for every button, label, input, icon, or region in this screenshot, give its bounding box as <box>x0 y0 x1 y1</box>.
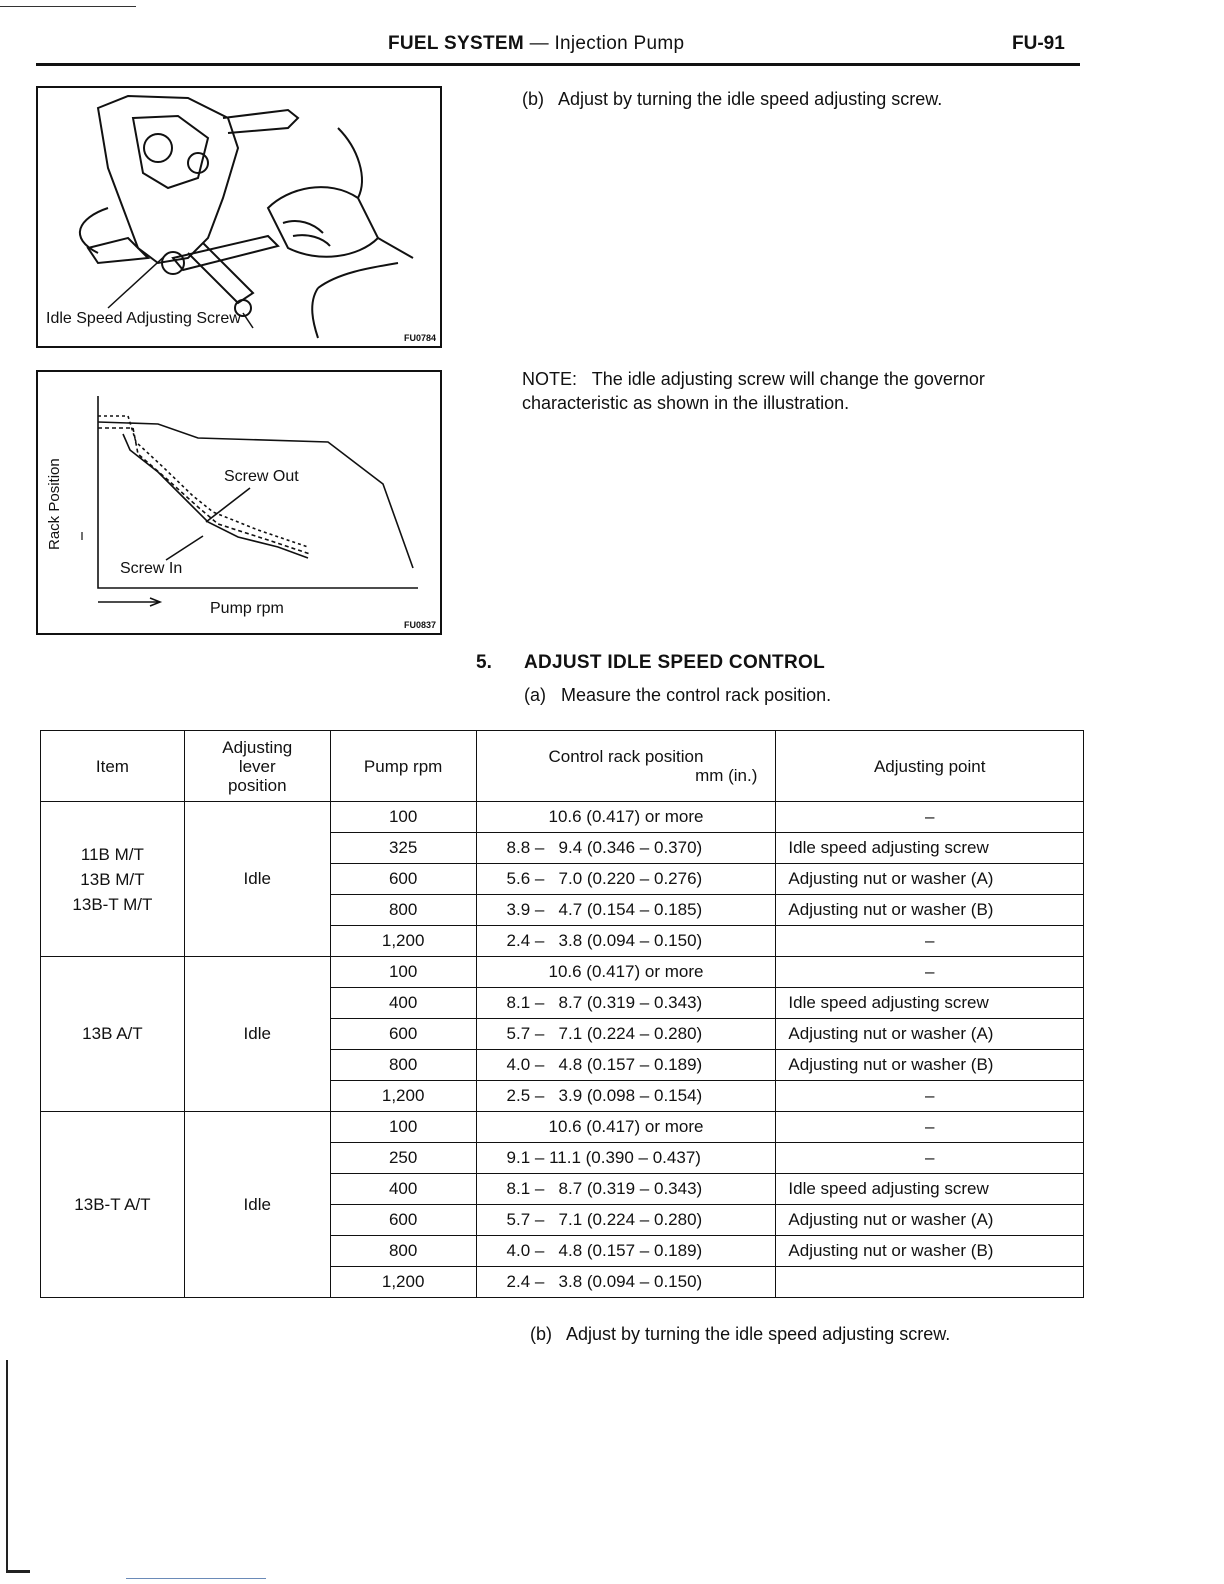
header-lever <box>184 731 330 802</box>
point-cell: Adjusting nut or washer (A) <box>776 864 1084 895</box>
rack-cell: 10.6 (0.417) or more <box>476 1112 776 1143</box>
scan-edge-mark <box>0 6 136 7</box>
header-rack-text: Control rack position <box>548 747 704 766</box>
item-name: 11B M/T <box>80 844 144 864</box>
header-rack-unit: mm (in.) <box>695 766 758 785</box>
point-cell: – <box>776 957 1084 988</box>
rpm-cell: 1,200 <box>330 1081 476 1112</box>
table-header-row <box>41 731 1084 802</box>
rpm-cell: 1,200 <box>330 1267 476 1298</box>
subsection-name: Injection Pump <box>554 33 685 54</box>
rack-cell: 5.6 – 7.0 (0.220 – 0.276) <box>476 864 776 895</box>
figure2-code: FU0837 <box>403 620 436 630</box>
point-cell: – <box>776 1112 1084 1143</box>
pump-wrench-drawing <box>38 88 440 346</box>
step-b-top-text: Adjust by turning the idle speed adjusting screw. <box>558 89 943 109</box>
y-axis-label: Rack Position <box>46 458 63 550</box>
step-b-top-label: (b) <box>522 89 544 109</box>
table-row <box>41 1112 1084 1143</box>
header-dash: — <box>529 33 549 54</box>
point-cell: Adjusting nut or washer (B) <box>776 895 1084 926</box>
step-a-label: (a) <box>524 685 546 705</box>
figure-governor-characteristic <box>36 370 442 635</box>
x-axis-label: Pump rpm <box>210 600 284 617</box>
rack-cell: 5.7 – 7.1 (0.224 – 0.280) <box>476 1205 776 1236</box>
rack-cell: 2.4 – 3.8 (0.094 – 0.150) <box>476 926 776 957</box>
point-cell <box>776 1267 1084 1298</box>
step-b-top <box>522 87 942 111</box>
rpm-cell: 800 <box>330 1050 476 1081</box>
screw-in-label: Screw In <box>120 560 183 577</box>
rpm-cell: 400 <box>330 988 476 1019</box>
item-name: 13B-T M/T <box>72 894 153 914</box>
rack-cell: 4.0 – 4.8 (0.157 – 0.189) <box>476 1236 776 1267</box>
point-cell: Adjusting nut or washer (A) <box>776 1019 1084 1050</box>
binding-corner-mark <box>6 1570 30 1573</box>
page-number: FU-91 <box>1012 33 1065 54</box>
note-label: NOTE: <box>522 369 578 389</box>
lever-cell: Idle <box>184 957 330 1112</box>
rack-cell: 8.8 – 9.4 (0.346 – 0.370) <box>476 833 776 864</box>
rpm-cell: 100 <box>330 1112 476 1143</box>
point-cell: Idle speed adjusting screw <box>776 833 1084 864</box>
rack-cell: 5.7 – 7.1 (0.224 – 0.280) <box>476 1019 776 1050</box>
point-cell: Adjusting nut or washer (B) <box>776 1050 1084 1081</box>
screw-out-label: Screw Out <box>224 468 299 485</box>
page-header-title <box>388 33 684 55</box>
governor-curve-graph <box>38 372 440 633</box>
rack-cell: 2.5 – 3.9 (0.098 – 0.154) <box>476 1081 776 1112</box>
step-a <box>524 683 831 707</box>
rpm-cell: 800 <box>330 1236 476 1267</box>
table-row <box>41 802 1084 833</box>
point-cell: – <box>776 926 1084 957</box>
lever-cell: Idle <box>184 802 330 957</box>
rpm-cell: 250 <box>330 1143 476 1174</box>
rpm-cell: 800 <box>330 895 476 926</box>
point-cell: Idle speed adjusting screw <box>776 988 1084 1019</box>
table-row <box>41 957 1084 988</box>
rpm-cell: 1,200 <box>330 926 476 957</box>
rack-cell: 8.1 – 8.7 (0.319 – 0.343) <box>476 988 776 1019</box>
rack-cell: 10.6 (0.417) or more <box>476 802 776 833</box>
point-cell: – <box>776 1143 1084 1174</box>
point-cell: Adjusting nut or washer (B) <box>776 1236 1084 1267</box>
header-rpm: Pump rpm <box>330 731 476 802</box>
rpm-cell: 600 <box>330 1205 476 1236</box>
rack-cell: 2.4 – 3.8 (0.094 – 0.150) <box>476 1267 776 1298</box>
header-point: Adjusting point <box>776 731 1084 802</box>
section-name: FUEL SYSTEM <box>388 33 524 54</box>
item-cell: 13B A/T <box>41 957 185 1112</box>
step-b-bottom-text: Adjust by turning the idle speed adjusting screw. <box>566 1324 951 1344</box>
header-lever-text: Adjusting lever position <box>222 737 293 795</box>
note-paragraph <box>522 367 1082 415</box>
item-name: 13B M/T <box>80 869 145 889</box>
rack-cell: 10.6 (0.417) or more <box>476 957 776 988</box>
binding-edge-mark <box>6 1360 8 1570</box>
rack-cell: 3.9 – 4.7 (0.154 – 0.185) <box>476 895 776 926</box>
scan-edge-line <box>126 1578 266 1579</box>
rpm-cell: 100 <box>330 802 476 833</box>
rack-cell: 8.1 – 8.7 (0.319 – 0.343) <box>476 1174 776 1205</box>
point-cell: Adjusting nut or washer (A) <box>776 1205 1084 1236</box>
step-b-bottom-label: (b) <box>530 1324 552 1344</box>
note-text: The idle adjusting screw will change the governor characteristic as shown in the illustration. <box>522 369 985 413</box>
figure1-code: FU0784 <box>403 333 436 343</box>
figure1-label: Idle Speed Adjusting Screw <box>46 310 241 327</box>
header-item: Item <box>41 731 185 802</box>
rpm-cell: 325 <box>330 833 476 864</box>
point-cell: Idle speed adjusting screw <box>776 1174 1084 1205</box>
rack-cell: 9.1 – 11.1 (0.390 – 0.437) <box>476 1143 776 1174</box>
lever-cell: Idle <box>184 1112 330 1298</box>
item-cell <box>41 802 185 957</box>
item-cell: 13B-T A/T <box>41 1112 185 1298</box>
point-cell: – <box>776 1081 1084 1112</box>
step-a-text: Measure the control rack position. <box>561 685 832 705</box>
control-rack-spec-table <box>40 730 1084 1298</box>
step-number: 5. <box>476 652 492 673</box>
rpm-cell: 400 <box>330 1174 476 1205</box>
rpm-cell: 600 <box>330 1019 476 1050</box>
rack-cell: 4.0 – 4.8 (0.157 – 0.189) <box>476 1050 776 1081</box>
point-cell: – <box>776 802 1084 833</box>
header-rack <box>476 731 776 802</box>
rpm-cell: 600 <box>330 864 476 895</box>
header-rule <box>36 63 1080 66</box>
step-title: ADJUST IDLE SPEED CONTROL <box>524 652 825 673</box>
rpm-cell: 100 <box>330 957 476 988</box>
figure-idle-screw-illustration <box>36 86 442 348</box>
step-b-bottom <box>530 1322 950 1346</box>
